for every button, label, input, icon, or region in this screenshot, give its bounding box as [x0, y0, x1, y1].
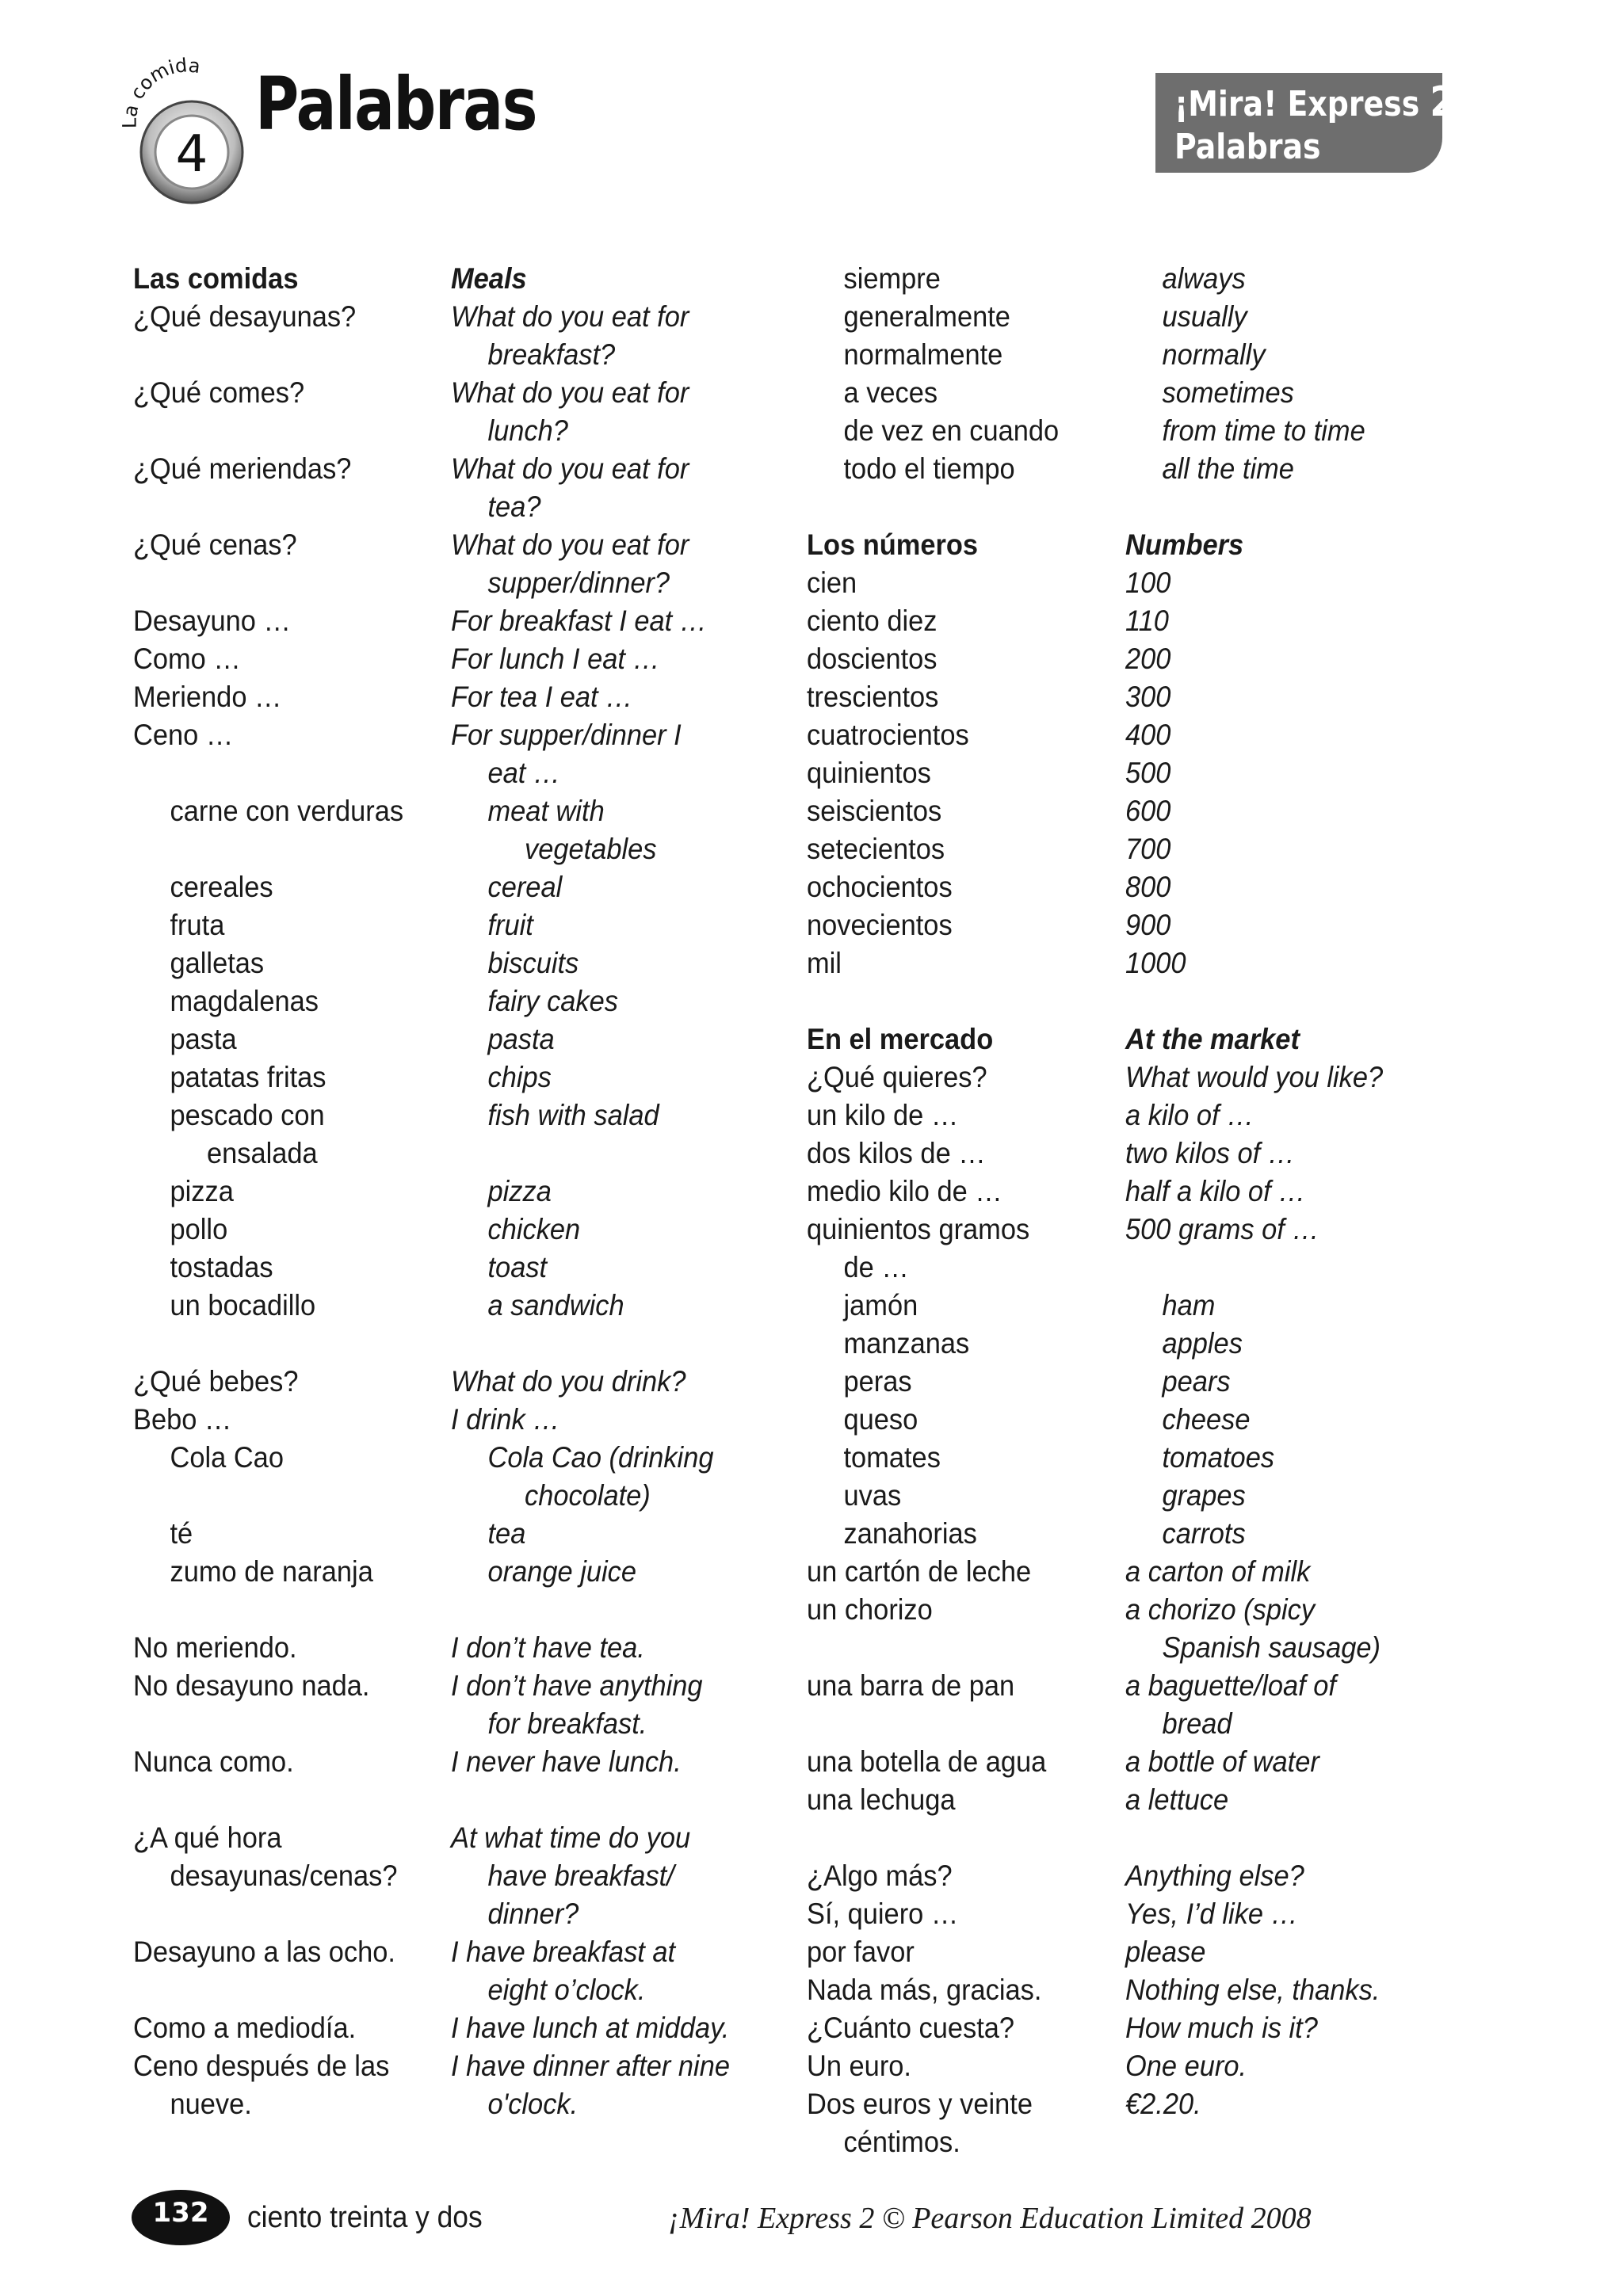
page-number-badge: 132 [132, 2190, 230, 2245]
vocab-entry: €2.20. [1125, 2088, 1201, 2120]
vocab-entry: dinner? [487, 1897, 579, 1930]
spacer [807, 982, 1059, 1020]
vocab-entry: un chorizo [807, 1593, 933, 1626]
vocab-entry: Spanish sausage) [1162, 1631, 1381, 1664]
vocab-entry: a lettuce [1125, 1783, 1229, 1816]
vocab-entry: half a kilo of … [1125, 1175, 1306, 1207]
vocab-entry: 400 [1125, 719, 1171, 751]
vocab-entry: Cola Cao [170, 1441, 284, 1474]
vocab-entry: de … [843, 1251, 909, 1283]
spacer [133, 1477, 403, 1515]
vocab-entry: cereal [487, 871, 563, 903]
vocab-entry: novecientos [807, 909, 953, 941]
vocab-entry: ¿Qué desayunas? [133, 300, 357, 333]
vocab-entry: tea? [487, 490, 541, 523]
vocab-entry: eat … [487, 757, 561, 789]
vocab-entry: sometimes [1162, 376, 1294, 409]
vocab-entry: For tea I eat … [451, 681, 633, 713]
vocab-entry: bread [1162, 1707, 1232, 1740]
spacer [133, 1781, 403, 1819]
vocab-entry: two kilos of … [1125, 1137, 1296, 1169]
spacer [1125, 488, 1383, 526]
vocab-entry: vegetables [525, 833, 657, 865]
spacer [1125, 982, 1383, 1020]
vocab-entry: chicken [487, 1213, 581, 1245]
vocab-entry: supper/dinner? [487, 566, 670, 599]
spacer [133, 830, 403, 868]
vocab-entry: 100 [1125, 566, 1171, 599]
vocab-entry: How much is it? [1125, 2012, 1318, 2044]
vocab-entry: Anything else? [1125, 1859, 1304, 1892]
vocab-entry: 110 [1125, 605, 1169, 637]
vocab-entry: 300 [1125, 681, 1171, 713]
vocab-entry: ochocientos [807, 871, 953, 903]
vocab-entry: generalmente [843, 300, 1010, 333]
page-number-words: ciento treinta y dos [247, 2201, 483, 2234]
english-column-1 [451, 260, 730, 2123]
book-number: 2 [1430, 78, 1455, 126]
vocab-entry: ¿A qué hora [133, 1821, 282, 1854]
vocab-entry: pescado con [170, 1099, 325, 1131]
vocab-entry: pizza [487, 1175, 552, 1207]
spacer [807, 1705, 1059, 1743]
spacer [451, 1781, 730, 1819]
spacer [451, 1325, 730, 1363]
copyright: ¡Mira! Express 2 © Pearson Education Limited 2008 [668, 2202, 1312, 2235]
vocab-entry: normally [1162, 338, 1266, 371]
spacer [133, 1971, 403, 2009]
vocab-entry: a bottle of water [1125, 1745, 1319, 1778]
vocab-entry: peras [843, 1365, 912, 1398]
vocab-entry: Sí, quiero … [807, 1897, 959, 1930]
spacer [451, 1591, 730, 1629]
vocab-entry: biscuits [487, 947, 579, 979]
vocab-entry: todo el tiempo [843, 452, 1015, 485]
vocab-entry: What would you like? [1125, 1061, 1384, 1093]
vocab-entry: cuatrocientos [807, 719, 969, 751]
book-title: ¡Mira! Express [1174, 84, 1420, 124]
book-tab-line1 [1174, 78, 1455, 126]
vocab-entry: What do you eat for [451, 452, 689, 485]
vocab-entry: from time to time [1162, 414, 1365, 447]
vocab-entry: un kilo de … [807, 1099, 959, 1131]
vocab-entry: Como a mediodía. [133, 2012, 357, 2044]
spacer [133, 1325, 403, 1363]
vocab-entry: quinientos gramos [807, 1213, 1030, 1245]
vocab-entry: Un euro. [807, 2050, 911, 2082]
vocab-entry: queso [843, 1403, 918, 1436]
vocab-entry: o'clock. [487, 2088, 579, 2120]
vocab-entry: de vez en cuando [843, 414, 1060, 447]
vocab-entry: magdalenas [170, 985, 319, 1017]
vocab-entry: What do you eat for [451, 528, 689, 561]
vocab-entry: all the time [1162, 452, 1294, 485]
vocab-entry: a sandwich [487, 1289, 624, 1322]
vocab-entry: jamón [843, 1289, 918, 1322]
spacer [451, 1135, 730, 1173]
unit-number: 4 [175, 125, 208, 184]
vocab-entry: ¿Qué quieres? [807, 1061, 987, 1093]
vocab-entry: medio kilo de … [807, 1175, 1002, 1207]
vocab-entry: pasta [487, 1023, 555, 1055]
vocab-entry: tomatoes [1162, 1441, 1275, 1474]
spacer [133, 1895, 403, 1933]
vocab-entry: eight o’clock. [487, 1974, 646, 2006]
vocab-entry: a baguette/loaf of [1125, 1669, 1336, 1702]
vocab-entry: For lunch I eat … [451, 643, 660, 675]
vocab-entry: doscientos [807, 643, 938, 675]
vocab-entry: meat with [487, 795, 605, 827]
vocab-entry: pasta [170, 1023, 237, 1055]
vocab-entry: quinientos [807, 757, 931, 789]
section-heading: En el mercado [807, 1023, 994, 1055]
vocab-entry: carne con verduras [170, 795, 404, 827]
vocab-entry: pollo [170, 1213, 228, 1245]
vocab-entry: zanahorias [843, 1517, 977, 1550]
section-heading: At the market [1125, 1023, 1300, 1055]
vocab-entry: una barra de pan [807, 1669, 1015, 1702]
vocab-entry: trescientos [807, 681, 939, 713]
spacer [133, 754, 403, 792]
vocab-entry: ham [1162, 1289, 1216, 1322]
vocab-entry: por favor [807, 1936, 915, 1968]
vocab-entry: chocolate) [525, 1479, 651, 1512]
vocab-entry: No desayuno nada. [133, 1669, 370, 1702]
vocab-entry: 600 [1125, 795, 1171, 827]
english-column-2 [1125, 260, 1383, 2123]
vocab-entry: ¿Cuánto cuesta? [807, 2012, 1015, 2044]
vocab-entry: tostadas [170, 1251, 273, 1283]
vocab-entry: dos kilos de … [807, 1137, 986, 1169]
vocab-entry: Desayuno … [133, 605, 291, 637]
section-heading: Numbers [1125, 528, 1244, 561]
vocab-entry: Nunca como. [133, 1745, 294, 1778]
vocab-entry: I have dinner after nine [451, 2050, 730, 2082]
vocab-entry: I don’t have tea. [451, 1631, 645, 1664]
section-heading: Las comidas [133, 262, 299, 295]
vocab-entry: cheese [1162, 1403, 1251, 1436]
vocab-entry: setecientos [807, 833, 945, 865]
vocab-entry: té [170, 1517, 193, 1550]
vocab-entry: a kilo of … [1125, 1099, 1254, 1131]
vocab-entry: zumo de naranja [170, 1555, 373, 1588]
unit-label-path: La comida [119, 55, 202, 129]
vocab-entry: ¿Qué cenas? [133, 528, 297, 561]
spacer [133, 336, 403, 374]
vocab-entry: galletas [170, 947, 265, 979]
spacer [133, 564, 403, 602]
vocab-entry: What do you eat for [451, 376, 689, 409]
vocab-entry: I never have lunch. [451, 1745, 682, 1778]
spacer [1125, 1819, 1383, 1857]
section-heading: Meals [451, 262, 527, 295]
vocab-entry: Dos euros y veinte [807, 2088, 1033, 2120]
vocab-entry: Desayuno a las ocho. [133, 1936, 395, 1968]
vocab-entry: For breakfast I eat … [451, 605, 708, 637]
vocab-entry: breakfast? [487, 338, 616, 371]
vocab-entry: Bebo … [133, 1403, 232, 1436]
vocab-entry: ¿Qué comes? [133, 376, 305, 409]
vocab-entry: fruta [170, 909, 225, 941]
spacer [133, 1705, 403, 1743]
vocab-entry: fairy cakes [487, 985, 618, 1017]
vocab-entry: a carton of milk [1125, 1555, 1311, 1588]
vocab-entry: tomates [843, 1441, 941, 1474]
vocab-entry: ciento diez [807, 605, 938, 637]
vocab-entry: At what time do you [451, 1821, 691, 1854]
vocab-entry: una lechuga [807, 1783, 956, 1816]
vocab-entry: orange juice [487, 1555, 636, 1588]
vocab-entry: pizza [170, 1175, 234, 1207]
vocab-entry: chips [487, 1061, 552, 1093]
vocab-entry: I have breakfast at [451, 1936, 676, 1968]
book-tab [1155, 73, 1455, 173]
vocab-entry: fruit [487, 909, 533, 941]
vocab-entry: Como … [133, 643, 241, 675]
vocab-entry: Yes, I’d like … [1125, 1897, 1299, 1930]
vocab-entry: What do you drink? [451, 1365, 686, 1398]
book-tab-section: Palabras [1174, 127, 1321, 167]
vocab-entry: cereales [170, 871, 273, 903]
spacer [807, 488, 1059, 526]
vocab-entry: cien [807, 566, 857, 599]
vocab-entry: desayunas/cenas? [170, 1859, 398, 1892]
vocab-entry: 1000 [1125, 947, 1186, 979]
vocab-entry: 200 [1125, 643, 1171, 675]
vocab-entry: Meriendo … [133, 681, 282, 713]
vocab-entry: usually [1162, 300, 1247, 333]
vocab-entry: tea [487, 1517, 526, 1550]
vocab-entry: 900 [1125, 909, 1171, 941]
vocab-entry: One euro. [1125, 2050, 1247, 2082]
spacer [807, 1629, 1059, 1667]
vocab-entry: carrots [1162, 1517, 1246, 1550]
spacer [133, 1591, 403, 1629]
vocab-entry: ¿Algo más? [807, 1859, 953, 1892]
vocab-entry: pears [1162, 1365, 1231, 1398]
vocab-entry: mil [807, 947, 842, 979]
unit-badge [119, 55, 254, 214]
vocab-entry: Ceno después de las [133, 2050, 390, 2082]
vocab-entry: ensalada [207, 1137, 318, 1169]
vocab-entry: un cartón de leche [807, 1555, 1032, 1588]
vocab-entry: always [1162, 262, 1246, 295]
vocab-entry: a veces [843, 376, 938, 409]
spacer [133, 488, 403, 526]
vocab-entry: manzanas [843, 1327, 970, 1360]
vocab-entry: ¿Qué bebes? [133, 1365, 299, 1398]
vocab-entry: toast [487, 1251, 548, 1283]
vocab-entry: céntimos. [843, 2126, 960, 2158]
vocab-entry: 500 grams of … [1125, 1213, 1319, 1245]
vocab-entry: 500 [1125, 757, 1171, 789]
vocab-entry: Cola Cao (drinking [487, 1441, 714, 1474]
vocab-entry: No meriendo. [133, 1631, 297, 1664]
vocab-entry: apples [1162, 1327, 1243, 1360]
vocab-entry: I drink … [451, 1403, 560, 1436]
section-heading: Los números [807, 528, 979, 561]
vocab-entry: have breakfast/ [487, 1859, 674, 1892]
vocab-entry: 700 [1125, 833, 1171, 865]
spanish-column-1 [133, 260, 403, 2123]
vocab-entry: grapes [1162, 1479, 1246, 1512]
vocab-entry: Ceno … [133, 719, 234, 751]
spacer [133, 412, 403, 450]
vocab-entry: Nothing else, thanks. [1125, 1974, 1381, 2006]
vocab-entry: please [1125, 1936, 1206, 1968]
vocab-entry: una botella de agua [807, 1745, 1047, 1778]
page-title: Palabras [255, 62, 537, 147]
vocab-entry: ¿Qué meriendas? [133, 452, 352, 485]
vocab-entry: I have lunch at midday. [451, 2012, 730, 2044]
vocab-entry: Nada más, gracias. [807, 1974, 1042, 2006]
spanish-column-2 [807, 260, 1059, 2161]
spacer [807, 1819, 1059, 1857]
vocab-entry: lunch? [487, 414, 568, 447]
vocab-entry: fish with salad [487, 1099, 659, 1131]
vocab-entry: For supper/dinner I [451, 719, 682, 751]
vocab-entry: for breakfast. [487, 1707, 647, 1740]
vocab-entry: normalmente [843, 338, 1003, 371]
unit-badge-graphic [119, 55, 254, 214]
vocab-entry: I don’t have anything [451, 1669, 703, 1702]
vocab-entry: uvas [843, 1479, 902, 1512]
vocab-entry: seiscientos [807, 795, 942, 827]
vocab-entry: What do you eat for [451, 300, 689, 333]
vocab-entry: patatas fritas [170, 1061, 327, 1093]
vocab-entry: un bocadillo [170, 1289, 316, 1322]
vocab-entry: nueve. [170, 2088, 252, 2120]
vocab-entry: a chorizo (spicy [1125, 1593, 1316, 1626]
vocab-entry: 800 [1125, 871, 1171, 903]
vocab-entry: siempre [843, 262, 941, 295]
spacer [1125, 1249, 1383, 1287]
